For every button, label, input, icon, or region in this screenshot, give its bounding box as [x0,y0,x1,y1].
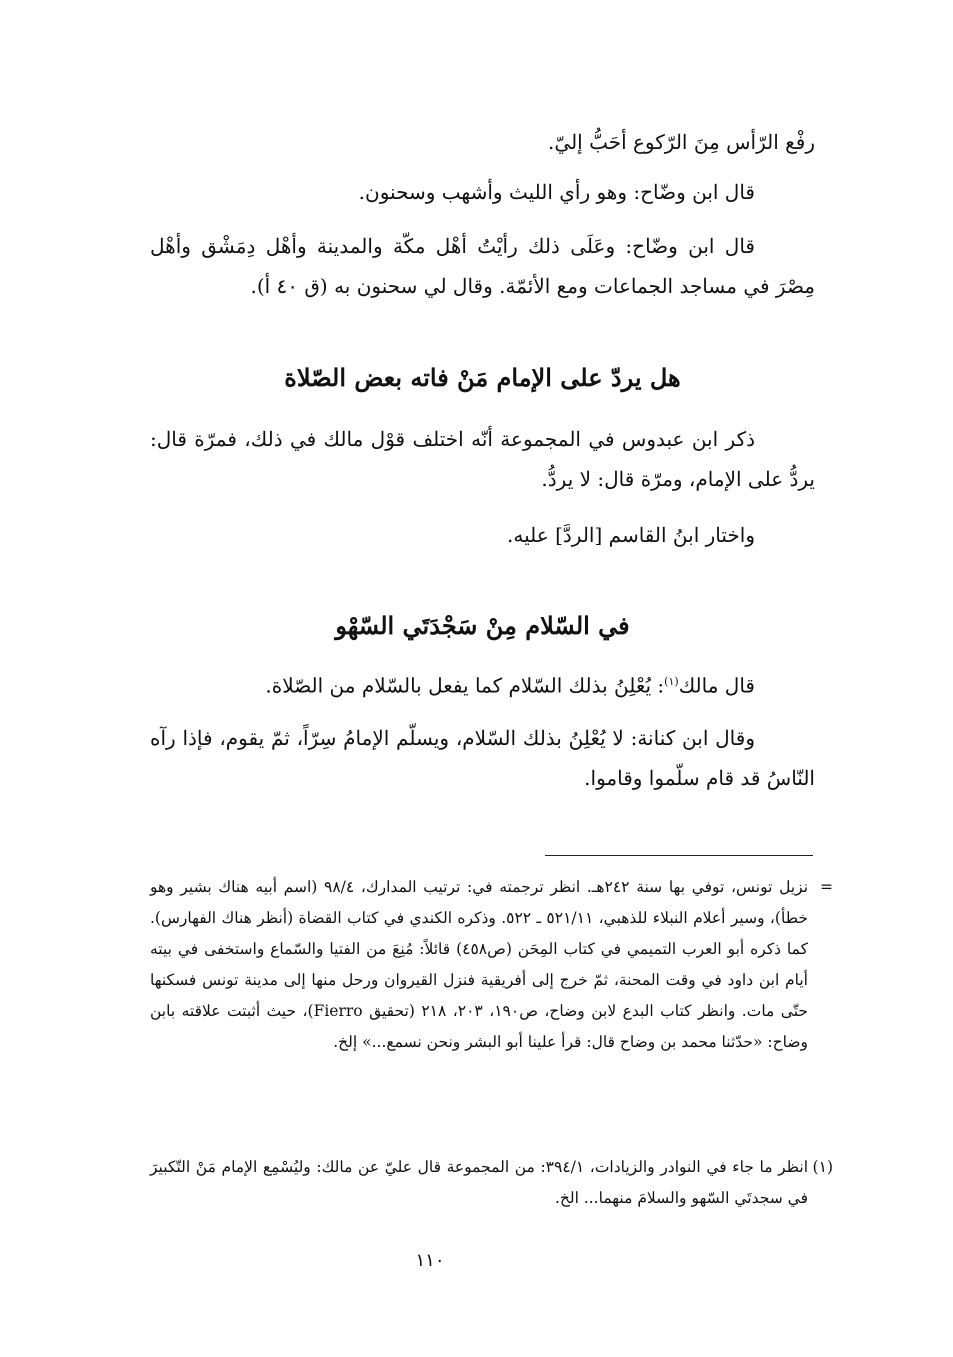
footnote-1: انظر ما جاء في النوادر والزيادات، ٣٩٤/١: من المجموعة قال عليّ عن مالك: وليُسْمِع الإمام مَنْ التّكبيرَ في سجدتَي السّهو والسلامَ منهما... الخ. [150,1158,808,1207]
paragraph-6-text: : يُعْلِنُ بذلك السّلام كما يفعل بالسّلام من الصّلاة. [265,673,665,698]
footnote-reference-1: (١) [664,675,679,688]
page-number: ١١٠ [415,1250,445,1271]
paragraph-7: وقال ابن كنانة: لا يُعْلِنُ بذلك السّلام، ويسلّم الإمامُ سِرّاً، ثمّ يقوم، فإذا رآه النّاسُ قد قام سلّموا وقاموا. [150,726,815,790]
footnote-continuation-mark: = [820,878,833,896]
paragraph-6-lead: قال مالك [678,673,755,698]
section-heading-1: هل يردّ على الإمام مَنْ فاته بعض الصّلاة [284,363,681,392]
footnote-continued: نزيل تونس، توفي بها سنة ٢٤٢هـ. انظر ترجمته في: ترتيب المدارك، ٩٨/٤ (اسم أبيه هناك بشير وهو خطأ)، وسير أعلام النبلاء للذهبي، ٥٢١/١١ ـ ٥٢٢. وذكره الكندي في كتاب القضاة (أنظر هناك الفهارس). كما ذكره أبو العرب التميمي في كتاب المِحَن (ص٤٥٨) قائلاً: مُنِعَ من الفتيا والسّماع واستخفى في بيته أيام ابن داود في وقت المحنة، ثمّ خرج إلى أفريقية فنزل القيروان ورحل منها إلى مدينة تونس فسكنها حتّى مات. وانظر كتاب البدع لابن وضاح، ص١٩٠، ٢٠٣، ٢١٨ (تحقيق Fierro)، حيث أثبتت علاقته بابن وضاح: «حدّثنا محمد بن وضاح قال: قرأ علينا أبو البشر ونحن نسمع...» إلخ. [150,878,809,1051]
paragraph-2: قال ابن وضّاح: وهو رأي الليث وأشهب وسحنون. [358,180,755,204]
section-heading-2: في السّلام مِنْ سَجْدَتَي السّهْو [335,611,630,640]
footnote-1-number: (١) [812,1158,833,1176]
footnote-separator [545,855,813,856]
paragraph-1: رفْع الرّأس مِنَ الرّكوع أحَبُّ إليّ. [548,130,815,154]
paragraph-4: ذكر ابن عبدوس في المجموعة أنّه اختلف قوْل مالك في ذلك، فمرّة قال: يردُّ على الإمام، ومرّة قال: لا يردُّ. [150,427,815,491]
paragraph-5: واختار ابنُ القاسم [الردَّ] عليه. [507,523,755,547]
paragraph-6 [150,662,815,706]
paragraph-3: قال ابن وضّاح: وعَلَى ذلك رأيْتُ أهْل مكّة والمدينة وأهْل دِمَشْق وأهْل مِصْرَ في مساجد الجماعات ومع الأئمّة. وقال لي سحنون به (ق ٤٠ أ). [150,234,815,298]
